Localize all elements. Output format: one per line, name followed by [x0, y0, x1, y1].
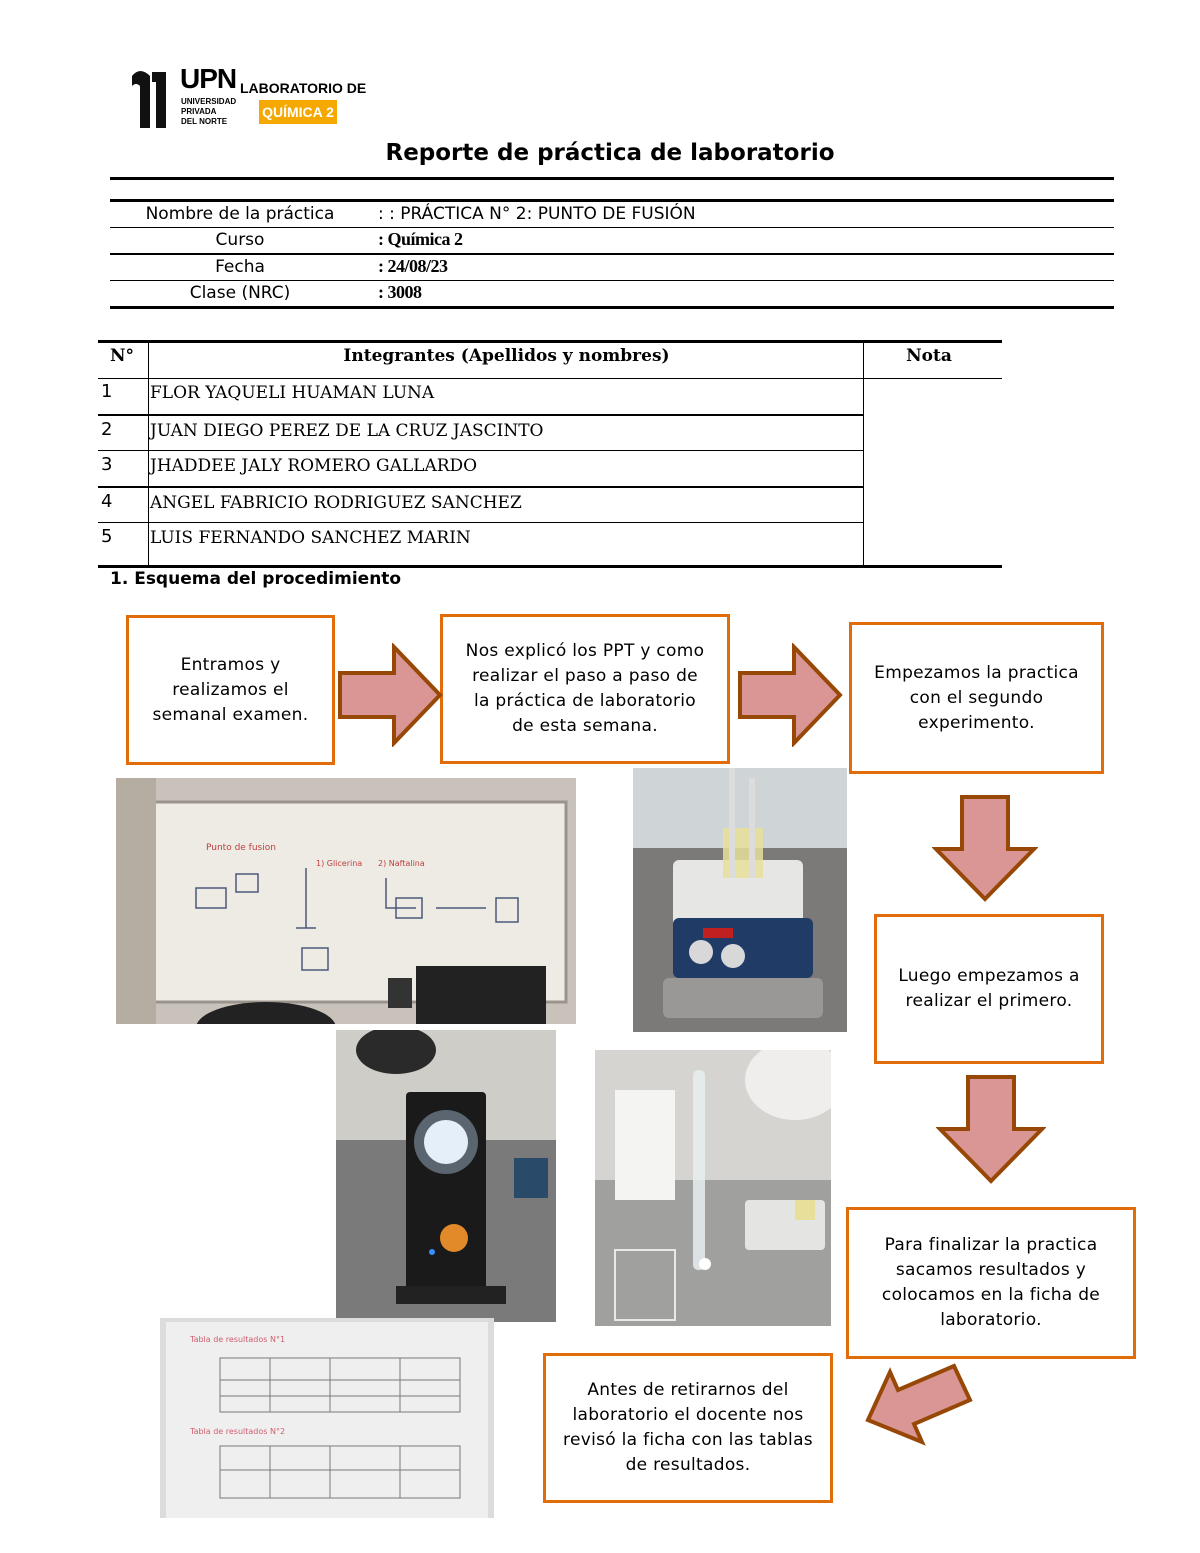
svg-text:Punto de fusion: Punto de fusion [206, 843, 276, 853]
flow-step-5 [846, 1207, 1136, 1359]
table-row-member: JUAN DIEGO PEREZ DE LA CRUZ JASCINTO [150, 421, 544, 441]
table-border [98, 378, 1002, 379]
logo-lab-label: LABORATORIO DE [240, 80, 367, 96]
table-border [98, 414, 864, 416]
divider [110, 177, 1114, 180]
arrow-down-icon [936, 1073, 1046, 1185]
hot-plate-photo [633, 768, 847, 1032]
table-row-number: 1 [101, 381, 113, 402]
table-header-grade: Nota [906, 346, 952, 366]
table-border [98, 565, 1002, 568]
test-tube-photo [595, 1050, 831, 1326]
info-label-practice: Nombre de la práctica [145, 204, 335, 224]
flow-step-text: Antes de retirarnos del laboratorio el docente nos revisó la ficha con las tablas de resultados. [563, 1380, 813, 1475]
info-label-date: Fecha [215, 257, 265, 277]
table-header-number: N° [110, 346, 135, 366]
table-border [148, 340, 149, 566]
table-row-member: FLOR YAQUELI HUAMAN LUNA [150, 383, 435, 403]
section-heading: 1. Esquema del procedimiento [110, 569, 402, 589]
table-row-number: 2 [101, 419, 113, 440]
divider [110, 306, 1114, 309]
info-value-nrc: : 3008 [378, 282, 422, 302]
table-row-number: 4 [101, 491, 113, 512]
svg-text:2) Naftalina: 2) Naftalina [378, 859, 425, 868]
logo-brand: UPN [180, 63, 237, 94]
flow-step-text: Luego empezamos a realizar el primero. [898, 966, 1080, 1011]
divider [110, 227, 1114, 228]
divider [110, 280, 1114, 281]
table-row-number: 3 [101, 454, 113, 475]
melt-station-photo [336, 1030, 556, 1322]
table-row-number: 5 [101, 526, 113, 547]
table-row-member: ANGEL FABRICIO RODRIGUEZ SANCHEZ [150, 493, 522, 513]
divider [110, 253, 1114, 255]
info-label-nrc: Clase (NRC) [189, 283, 291, 303]
flow-step-3 [849, 622, 1104, 774]
table-border [98, 340, 1002, 343]
arrow-down-icon [932, 793, 1038, 903]
table-border [98, 486, 864, 488]
info-value-date: : 24/08/23 [378, 256, 448, 276]
whiteboard-photo [116, 778, 576, 1024]
flow-step-text: Entramos y realizamos el semanal examen. [152, 654, 309, 725]
table-border [863, 340, 864, 566]
info-value-practice: : : PRÁCTICA N° 2: PUNTO DE FUSIÓN [378, 204, 696, 224]
page-title: Reporte de práctica de laboratorio [385, 140, 835, 166]
table-row-member: LUIS FERNANDO SANCHEZ MARIN [150, 528, 471, 548]
table-row-member: JHADDEE JALY ROMERO GALLARDO [150, 456, 478, 476]
logo-course-badge: QUÍMICA 2 [259, 100, 337, 124]
flow-step-text: Nos explicó los PPT y como realizar el paso a paso de la práctica de laboratorio de esta semana. [465, 641, 705, 736]
svg-text:Tabla de resultados N°1: Tabla de resultados N°1 [190, 1335, 286, 1344]
logo-university: UNIVERSIDAD PRIVADA DEL NORTE [181, 97, 237, 126]
table-border [98, 522, 864, 523]
flow-step-text: Empezamos la practica con el segundo experimento. [874, 662, 1079, 733]
flow-step-6 [543, 1353, 833, 1503]
flow-step-2 [440, 614, 730, 764]
flow-step-text: Para finalizar la practica sacamos resultados y colocamos en la ficha de laboratorio. [881, 1235, 1101, 1330]
flow-step-4 [874, 914, 1104, 1064]
arrow-right-icon [336, 643, 446, 747]
table-border [98, 450, 864, 451]
results-sheet-photo [160, 1318, 494, 1518]
info-label-course: Curso [215, 230, 265, 250]
upn-logo-icon [126, 66, 174, 128]
info-value-course: : Química 2 [378, 229, 463, 249]
arrow-right-icon [736, 643, 846, 747]
svg-text:1) Glicerina: 1) Glicerina [316, 859, 363, 868]
arrow-down-left-icon [858, 1360, 978, 1460]
table-header-members: Integrantes (Apellidos y nombres) [343, 346, 670, 366]
flow-step-1 [126, 615, 335, 765]
divider [110, 199, 1114, 202]
svg-text:Tabla de resultados N°2: Tabla de resultados N°2 [190, 1427, 286, 1436]
